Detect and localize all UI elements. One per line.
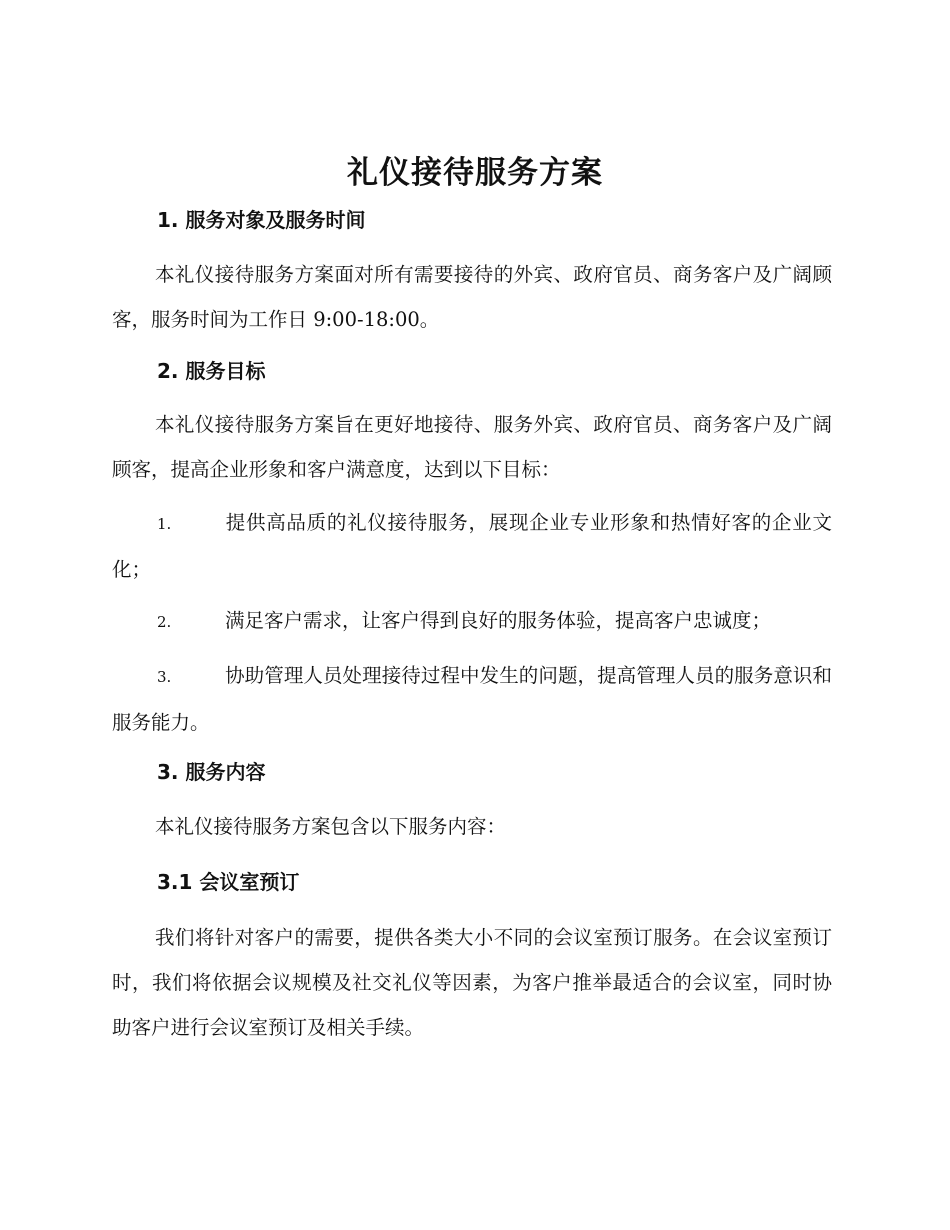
section-3-1-paragraph: 我们将针对客户的需要，提供各类大小不同的会议室预订服务。在会议室预订时，我们将依据会议规模及社交礼仪等因素，为客户推举最适合的会议室，同时协助客户进行会议室预订及相关手续。 bbox=[112, 926, 832, 1039]
goal-list-item-2 bbox=[112, 598, 832, 645]
section-heading-3: 3. 服务内容 bbox=[157, 760, 266, 784]
list-item-text: 满足客户需求，让客户得到良好的服务体验，提高客户忠诚度； bbox=[225, 609, 772, 632]
goal-list-item-1 bbox=[112, 500, 832, 592]
section-1-paragraph: 本礼仪接待服务方案面对所有需要接待的外宾、政府官员、商务客户及广阔顾客，服务时间为工作日 9:00-18:00。 bbox=[112, 263, 832, 331]
section-3-paragraph: 本礼仪接待服务方案包含以下服务内容： bbox=[155, 815, 507, 838]
document-title: 礼仪接待服务方案 bbox=[347, 155, 603, 191]
list-number: 1. bbox=[157, 515, 172, 533]
section-2-paragraph: 本礼仪接待服务方案旨在更好地接待、服务外宾、政府官员、商务客户及广阔顾客，提高企业形象和客户满意度，达到以下目标： bbox=[112, 413, 832, 481]
section-heading-2: 2. 服务目标 bbox=[157, 359, 266, 383]
goal-list-item-3 bbox=[112, 653, 832, 745]
section-heading-1: 1. 服务对象及服务时间 bbox=[157, 208, 366, 232]
section-heading-3-1: 3.1 会议室预订 bbox=[157, 870, 300, 894]
list-item-text: 协助管理人员处理接待过程中发生的问题，提高管理人员的服务意识和服务能力。 bbox=[112, 664, 832, 734]
list-number: 2. bbox=[157, 613, 172, 631]
list-number: 3. bbox=[157, 668, 172, 686]
list-item-text: 提供高品质的礼仪接待服务，展现企业专业形象和热情好客的企业文化； bbox=[112, 511, 832, 581]
